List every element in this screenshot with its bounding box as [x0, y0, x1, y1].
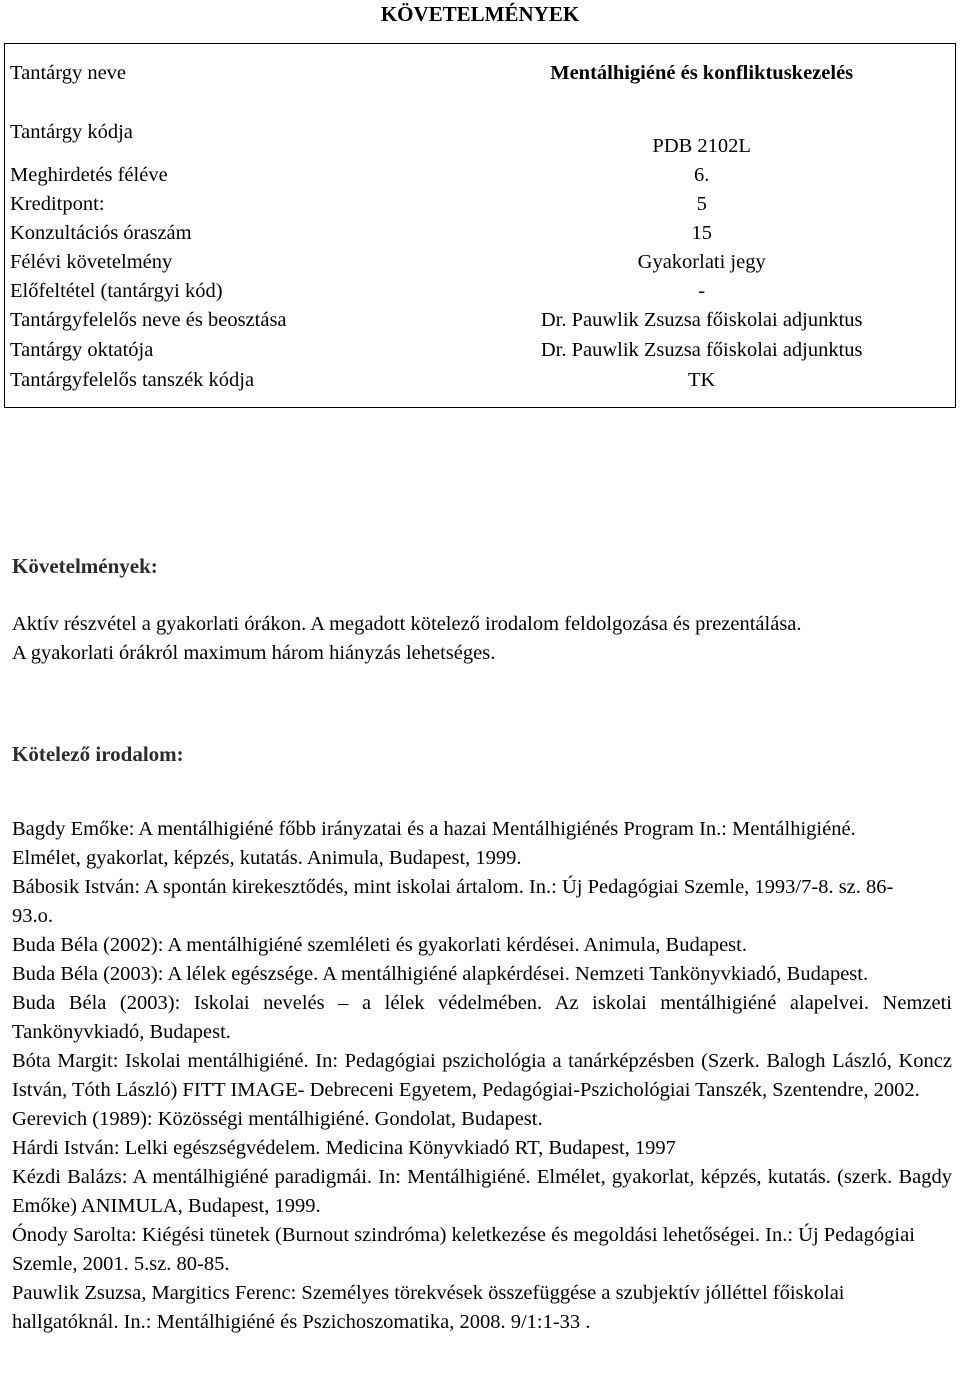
row-label: Meghirdetés féléve — [10, 163, 168, 186]
requirements-line: Aktív részvétel a gyakorlati órákon. A megadott kötelező irodalom feldolgozása és prezentálása. — [12, 613, 802, 635]
table-row — [5, 44, 956, 102]
table-row — [5, 336, 956, 366]
requirements-line: A gyakorlati órákról maximum három hiányzás lehetséges. — [12, 642, 496, 664]
literature-item: Gerevich (1989): Közösségi mentálhigiéné. Gondolat, Budapest. — [12, 1108, 543, 1130]
row-label: Tantárgy kódja — [10, 120, 133, 143]
row-label: Előfeltétel (tantárgyi kód) — [10, 279, 223, 302]
row-value: Dr. Pauwlik Zsuzsa főiskolai adjunktus — [540, 308, 863, 331]
literature-item: Kézdi Balázs: A mentálhigiéné paradigmái. In: Mentálhigiéné. Elmélet, gyakorlat, képzés, kutatás. (szerk. Bagdy Emőke) ANIMULA, Budapest, 1999. — [12, 1166, 952, 1217]
literature-list — [12, 815, 952, 1337]
row-value: Dr. Pauwlik Zsuzsa főiskolai adjunktus — [540, 338, 863, 361]
requirements-heading: Követelmények: — [12, 554, 158, 578]
literature-item: Pauwlik Zsuzsa, Margitics Ferenc: Személyes törekvések összefüggése a szubjektív jólléttel főiskolai hallgatóknál. In.: Mentálhigiéné és Pszichoszomatika, 2008. 9/1:1-33 . — [12, 1282, 845, 1333]
table-row — [5, 277, 956, 306]
table-row — [5, 219, 956, 248]
table-row — [5, 102, 956, 161]
literature-item: Bagdy Emőke: A mentálhigiéné főbb irányzatai és a hazai Mentálhigiénés Program In.: Mentálhigiéné. Elmélet, gyakorlat, képzés, kutatás. Animula, Budapest, 1999. — [12, 818, 856, 869]
row-value: TK — [688, 368, 716, 391]
literature-item: Buda Béla (2003): Iskolai nevelés – a lélek védelmében. Az iskolai mentálhigiéné alapelvei. Nemzeti Tankönyvkiadó, Budapest. — [12, 992, 952, 1043]
row-label: Konzultációs óraszám — [10, 221, 192, 244]
table-row — [5, 190, 956, 219]
row-label: Félévi követelmény — [10, 250, 173, 273]
table-row — [5, 161, 956, 190]
row-value: 5 — [696, 192, 707, 215]
row-label: Tantárgy oktatója — [10, 338, 154, 361]
literature-item: Hárdi István: Lelki egészségvédelem. Medicina Könyvkiadó RT, Budapest, 1997 — [12, 1137, 676, 1159]
requirements-text — [12, 610, 842, 668]
literature-heading: Kötelező irodalom: — [12, 742, 184, 766]
row-label: Tantárgy neve — [10, 62, 127, 84]
literature-item: Ónody Sarolta: Kiégési tünetek (Burnout szindróma) keletkezése és megoldási lehetőségei. In.: Új Pedagógiai Szemle, 2001. 5.sz. 80-85. — [12, 1224, 915, 1275]
row-label: Kreditpont: — [10, 192, 105, 215]
course-info-table — [4, 43, 956, 408]
row-value: - — [698, 279, 706, 302]
table-row — [5, 306, 956, 336]
table-row — [5, 366, 956, 408]
page-title: KÖVETELMÉNYEK — [380, 2, 580, 26]
row-label: Tantárgyfelelős neve és beosztása — [10, 308, 287, 331]
row-value: 15 — [691, 221, 712, 244]
literature-item: Bábosik István: A spontán kirekesztődés, mint iskolai ártalom. In.: Új Pedagógiai Szemle, 1993/7-8. sz. 86-93.o. — [12, 876, 894, 927]
literature-item: Buda Béla (2003): A lélek egészsége. A mentálhigiéné alapkérdései. Nemzeti Tankönyvkiadó, Budapest. — [12, 963, 869, 985]
row-label: Tantárgyfelelős tanszék kódja — [10, 368, 255, 391]
row-value: 6. — [694, 163, 710, 186]
row-value: Mentálhigiéné és konfliktuskezelés — [550, 62, 854, 84]
literature-item: Bóta Margit: Iskolai mentálhigiéné. In: Pedagógiai pszichológia a tanárképzésben (Szerk. Balogh László, Koncz István, Tóth László) FITT IMAGE- Debreceni Egyetem, Pedagógiai-Pszichológiai Tanszék, Szentendre, 2002. — [12, 1050, 952, 1101]
row-value: Gyakorlati jegy — [637, 250, 766, 273]
row-value: PDB 2102L — [652, 134, 751, 157]
table-row — [5, 248, 956, 277]
literature-item: Buda Béla (2002): A mentálhigiéné szemléleti és gyakorlati kérdései. Animula, Budapest. — [12, 934, 747, 956]
